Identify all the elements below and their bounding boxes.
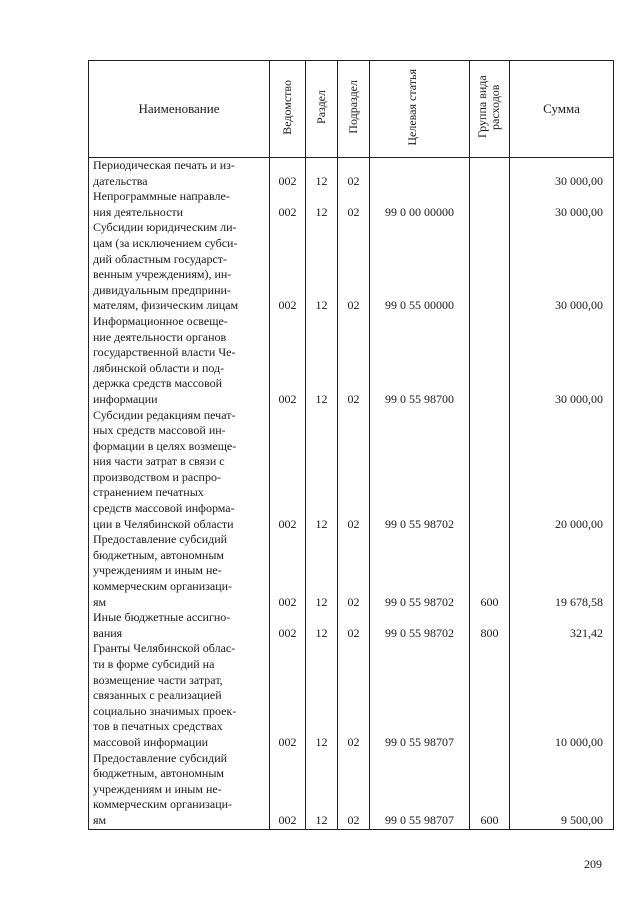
row-name: Информационное освеще- ние деятельности органов государственной власти Че- лябинской области и под- держка средств массовой информации <box>89 314 270 408</box>
table-body <box>89 158 614 830</box>
row-celevaya: 99 0 55 98700 <box>370 314 470 408</box>
row-podrazdel: 02 <box>338 158 370 190</box>
header-celevaya: Целевая статья <box>404 68 419 146</box>
row-name: Предоставление субсидий бюджетным, автономным учреждениям и иным не- коммерческим организаци- ям <box>89 751 270 829</box>
row-gruppa: 600 <box>470 532 510 610</box>
header-podrazdel: Подраздел <box>346 80 360 134</box>
row-podrazdel: 02 <box>338 751 370 829</box>
row-gruppa <box>470 641 510 750</box>
table-row <box>89 408 614 533</box>
row-vedomstvo: 002 <box>270 189 306 220</box>
row-celevaya: 99 0 55 98702 <box>370 532 470 610</box>
row-podrazdel: 02 <box>338 641 370 750</box>
row-razdel: 12 <box>306 610 338 641</box>
row-summa: 30 000,00 <box>510 189 614 220</box>
row-podrazdel: 02 <box>338 408 370 533</box>
header-podrazdel-cell <box>338 61 370 158</box>
page-number: 209 <box>584 857 602 871</box>
row-gruppa <box>470 408 510 533</box>
row-razdel: 12 <box>306 220 338 314</box>
row-celevaya: 99 0 55 98707 <box>370 641 470 750</box>
table-row <box>89 751 614 829</box>
row-name: Периодическая печать и из- дательства <box>89 158 270 190</box>
row-summa: 9 500,00 <box>510 751 614 829</box>
row-gruppa <box>470 220 510 314</box>
row-vedomstvo: 002 <box>270 158 306 190</box>
row-summa: 30 000,00 <box>510 158 614 190</box>
row-podrazdel: 02 <box>338 532 370 610</box>
table-header-row <box>89 61 614 158</box>
row-celevaya: 99 0 55 98702 <box>370 408 470 533</box>
row-celevaya: 99 0 55 98707 <box>370 751 470 829</box>
row-gruppa: 600 <box>470 751 510 829</box>
row-vedomstvo: 002 <box>270 610 306 641</box>
row-celevaya: 99 0 55 00000 <box>370 220 470 314</box>
row-razdel: 12 <box>306 158 338 190</box>
row-name: Непрограммные направле- ния деятельности <box>89 189 270 220</box>
row-podrazdel: 02 <box>338 610 370 641</box>
row-razdel: 12 <box>306 751 338 829</box>
row-vedomstvo: 002 <box>270 408 306 533</box>
row-name: Иные бюджетные ассигно- вания <box>89 610 270 641</box>
header-name: Наименование <box>89 61 270 158</box>
row-summa: 30 000,00 <box>510 314 614 408</box>
table-row <box>89 314 614 408</box>
table-row <box>89 158 614 190</box>
row-celevaya: 99 0 55 98702 <box>370 610 470 641</box>
row-razdel: 12 <box>306 641 338 750</box>
row-razdel: 12 <box>306 408 338 533</box>
row-razdel: 12 <box>306 189 338 220</box>
table-row <box>89 220 614 314</box>
row-summa: 10 000,00 <box>510 641 614 750</box>
header-razdel: Раздел <box>314 90 328 124</box>
row-summa: 19 678,58 <box>510 532 614 610</box>
table-row <box>89 532 614 610</box>
header-vedomstvo: Ведомство <box>280 79 294 135</box>
row-name: Субсидии юридическим ли- цам (за исключением субси- дий областным государст- венным учреждениям), ин- дивидуальным предприни- мателям, физическим лицам <box>89 220 270 314</box>
header-celevaya-cell <box>370 61 470 158</box>
budget-table <box>88 60 614 830</box>
row-summa: 20 000,00 <box>510 408 614 533</box>
header-gruppa: Группа вида расходов <box>474 75 502 139</box>
row-vedomstvo: 002 <box>270 641 306 750</box>
table-row <box>89 610 614 641</box>
row-celevaya: 99 0 00 00000 <box>370 189 470 220</box>
row-gruppa: 800 <box>470 610 510 641</box>
row-podrazdel: 02 <box>338 314 370 408</box>
row-vedomstvo: 002 <box>270 314 306 408</box>
row-name: Гранты Челябинской облас- ти в форме субсидий на возмещение части затрат, связанных с реализацией социально значимых проек- тов в печатных средствах массовой информации <box>89 641 270 750</box>
table-row <box>89 189 614 220</box>
header-razdel-cell <box>306 61 338 158</box>
row-podrazdel: 02 <box>338 220 370 314</box>
row-summa: 321,42 <box>510 610 614 641</box>
row-vedomstvo: 002 <box>270 751 306 829</box>
row-podrazdel: 02 <box>338 189 370 220</box>
row-name: Предоставление субсидий бюджетным, автономным учреждениям и иным не- коммерческим организаци- ям <box>89 532 270 610</box>
row-gruppa <box>470 314 510 408</box>
row-gruppa <box>470 189 510 220</box>
row-vedomstvo: 002 <box>270 532 306 610</box>
row-razdel: 12 <box>306 314 338 408</box>
row-name: Субсидии редакциям печат- ных средств массовой ин- формации в целях возмеще- ния части затрат в связи с производством и распро- странением печатных средств массовой информа- ции в Челябинской области <box>89 408 270 533</box>
table-row <box>89 641 614 750</box>
row-summa: 30 000,00 <box>510 220 614 314</box>
row-vedomstvo: 002 <box>270 220 306 314</box>
budget-table-wrapper <box>88 60 613 830</box>
header-vedomstvo-cell <box>270 61 306 158</box>
row-razdel: 12 <box>306 532 338 610</box>
row-gruppa <box>470 158 510 190</box>
header-gruppa-cell <box>470 61 510 158</box>
header-summa: Сумма <box>510 61 614 158</box>
row-celevaya <box>370 158 470 190</box>
